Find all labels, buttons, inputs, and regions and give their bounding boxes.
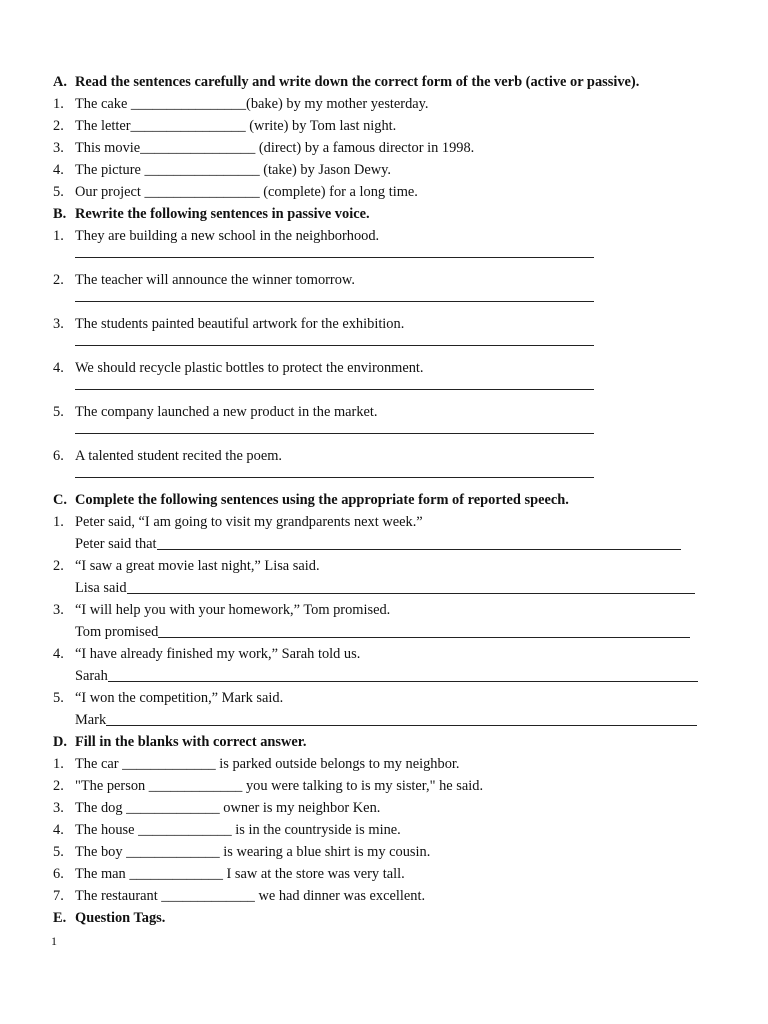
answer-lead-text: Peter said that bbox=[75, 536, 157, 552]
section-marker: B. bbox=[53, 206, 67, 222]
question-text: “I saw a great movie last night,” Lisa said. bbox=[75, 558, 320, 574]
question-number: 4. bbox=[53, 646, 64, 662]
question-text: The teacher will announce the winner tomorrow. bbox=[75, 272, 355, 288]
section-marker: A. bbox=[53, 74, 67, 90]
question-number: 4. bbox=[53, 360, 64, 376]
question-number: 2. bbox=[53, 118, 64, 134]
question-number: 5. bbox=[53, 404, 64, 420]
question-number: 1. bbox=[53, 228, 64, 244]
question-text: The dog _____________ owner is my neighbor Ken. bbox=[75, 800, 381, 816]
section-marker: E. bbox=[53, 910, 67, 926]
question-text: The car _____________ is parked outside belongs to my neighbor. bbox=[75, 756, 460, 772]
question-number: 2. bbox=[53, 558, 64, 574]
question-text: This movie________________ (direct) by a famous director in 1998. bbox=[75, 140, 475, 156]
question-number: 3. bbox=[53, 602, 64, 618]
question-text: Peter said, “I am going to visit my grandparents next week.” bbox=[75, 514, 423, 530]
section-heading: Question Tags. bbox=[75, 910, 166, 926]
answer-line bbox=[108, 681, 698, 682]
question-number: 3. bbox=[53, 800, 64, 816]
question-text: "The person _____________ you were talking to is my sister," he said. bbox=[75, 778, 484, 794]
section-heading: Rewrite the following sentences in passive voice. bbox=[75, 206, 370, 222]
section-heading: Read the sentences carefully and write down the correct form of the verb (active or passive). bbox=[75, 74, 640, 90]
question-number: 4. bbox=[53, 822, 64, 838]
answer-line bbox=[75, 389, 594, 390]
question-text: The letter________________ (write) by Tom last night. bbox=[75, 118, 397, 134]
question-number: 4. bbox=[53, 162, 64, 178]
answer-line bbox=[75, 257, 594, 258]
answer-lead-text: Lisa said bbox=[75, 580, 127, 596]
question-text: We should recycle plastic bottles to protect the environment. bbox=[75, 360, 424, 376]
answer-line bbox=[75, 433, 594, 434]
question-number: 1. bbox=[53, 96, 64, 112]
question-number: 7. bbox=[53, 888, 64, 904]
question-text: A talented student recited the poem. bbox=[75, 448, 282, 464]
answer-line bbox=[75, 345, 594, 346]
section-heading: Fill in the blanks with correct answer. bbox=[75, 734, 307, 750]
question-number: 5. bbox=[53, 844, 64, 860]
answer-line bbox=[106, 725, 697, 726]
question-number: 3. bbox=[53, 140, 64, 156]
section-marker: D. bbox=[53, 734, 67, 750]
answer-line bbox=[157, 549, 681, 550]
question-text: The students painted beautiful artwork for the exhibition. bbox=[75, 316, 405, 332]
question-number: 2. bbox=[53, 272, 64, 288]
question-text: The restaurant _____________ we had dinner was excellent. bbox=[75, 888, 426, 904]
question-text: The picture ________________ (take) by Jason Dewy. bbox=[75, 162, 391, 178]
section-marker: C. bbox=[53, 492, 67, 508]
question-number: 6. bbox=[53, 448, 64, 464]
question-text: The house _____________ is in the countryside is mine. bbox=[75, 822, 401, 838]
answer-lead-text: Tom promised bbox=[75, 624, 159, 640]
question-text: The boy _____________ is wearing a blue shirt is my cousin. bbox=[75, 844, 431, 860]
answer-line bbox=[158, 637, 690, 638]
answer-line bbox=[127, 593, 695, 594]
answer-line bbox=[75, 477, 594, 478]
question-text: “I won the competition,” Mark said. bbox=[75, 690, 284, 706]
question-text: The man _____________ I saw at the store was very tall. bbox=[75, 866, 405, 882]
question-number: 2. bbox=[53, 778, 64, 794]
question-number: 5. bbox=[53, 184, 64, 200]
question-text: The cake ________________(bake) by my mother yesterday. bbox=[75, 96, 429, 112]
question-text: They are building a new school in the neighborhood. bbox=[75, 228, 380, 244]
section-heading: Complete the following sentences using the appropriate form of reported speech. bbox=[75, 492, 569, 508]
question-text: Our project ________________ (complete) for a long time. bbox=[75, 184, 418, 200]
question-number: 5. bbox=[53, 690, 64, 706]
answer-lead-text: Mark bbox=[75, 712, 107, 728]
question-text: The company launched a new product in the market. bbox=[75, 404, 378, 420]
answer-line bbox=[75, 301, 594, 302]
page-number: 1 bbox=[51, 934, 57, 948]
question-text: “I will help you with your homework,” Tom promised. bbox=[75, 602, 391, 618]
question-number: 6. bbox=[53, 866, 64, 882]
question-text: “I have already finished my work,” Sarah told us. bbox=[75, 646, 361, 662]
answer-lead-text: Sarah bbox=[75, 668, 108, 684]
question-number: 3. bbox=[53, 316, 64, 332]
question-number: 1. bbox=[53, 514, 64, 530]
question-number: 1. bbox=[53, 756, 64, 772]
